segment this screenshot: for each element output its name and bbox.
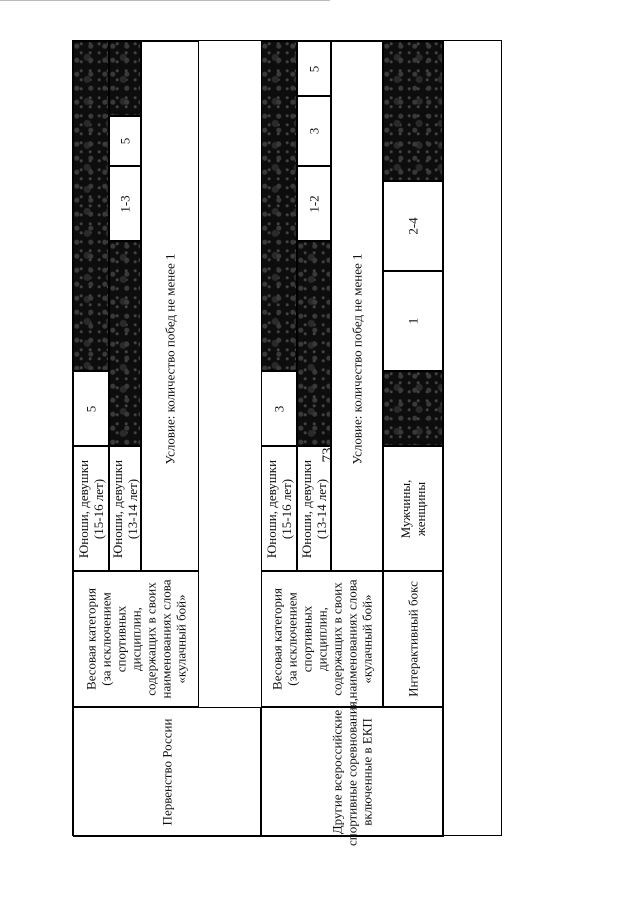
shaded-cell-3b bbox=[383, 41, 443, 181]
shaded-cell-1a bbox=[73, 41, 109, 371]
blank-margin bbox=[443, 41, 501, 837]
competition-title-2: Другие всероссийские спортивные соревнования, включенные в ЕКП bbox=[329, 697, 375, 847]
group-label-2a: Юноши, девушки (15-16 лет) bbox=[264, 459, 294, 558]
discipline-text-1: Весовая категория (за исключением спортивных дисциплин, содержащих в своих наименованиях слова «кулачный бой» bbox=[83, 579, 189, 699]
group-cell-2b bbox=[297, 446, 331, 571]
group-label-3: Мужчины, женщины bbox=[398, 479, 428, 538]
group-cell-1b bbox=[109, 446, 141, 571]
value-2a-1: 3 bbox=[271, 405, 287, 412]
value-cell-2a-1 bbox=[261, 371, 297, 446]
value-cell-3-2 bbox=[383, 181, 443, 271]
group-label-1b: Юноши, девушки (13-14 лет) bbox=[110, 459, 140, 558]
value-1b-1: 1-3 bbox=[117, 194, 133, 213]
discipline-cell-3 bbox=[383, 571, 443, 707]
group-label-2b: Юноши, девушки (13-14 лет) bbox=[299, 459, 329, 558]
competition-cell-1 bbox=[73, 707, 261, 837]
value-1b-2: 5 bbox=[117, 137, 133, 145]
competition-title-1: Первенство России bbox=[159, 718, 175, 826]
rotated-table bbox=[72, 40, 502, 847]
shaded-cell-2a bbox=[261, 41, 297, 371]
page-number: 73 bbox=[320, 447, 336, 463]
value-cell-1b-1 bbox=[109, 166, 141, 241]
value-1a-1: 5 bbox=[83, 405, 99, 412]
value-cell-1b-2 bbox=[109, 116, 141, 166]
condition-text-2: Условие: количество побед не менее 1 bbox=[349, 253, 365, 465]
discipline-cell-1 bbox=[73, 571, 199, 707]
discipline-cell-2 bbox=[261, 571, 383, 707]
group-cell-2a bbox=[261, 446, 297, 571]
value-cell-1a-1 bbox=[73, 371, 109, 446]
condition-cell-2 bbox=[331, 41, 383, 571]
section-gap bbox=[199, 41, 261, 707]
value-2b-3: 5 bbox=[306, 65, 322, 72]
shaded-cell-1b bbox=[109, 241, 141, 446]
shaded-cell-1b-end bbox=[109, 41, 141, 116]
discipline-text-2: Весовая категория (за исключением спортивных дисциплин, содержащих в своих наименованиях слова «кулачный бой» bbox=[269, 579, 375, 699]
value-3-1: 1 bbox=[405, 317, 421, 325]
value-cell-2b-2 bbox=[297, 96, 331, 166]
shaded-cell-2b bbox=[297, 241, 331, 446]
condition-text-1: Условие: количество побед не менее 1 bbox=[162, 253, 178, 465]
value-cell-3-1 bbox=[383, 271, 443, 371]
value-cell-2b-1 bbox=[297, 166, 331, 241]
value-2b-1: 1-2 bbox=[306, 194, 322, 213]
shaded-cell-3a bbox=[383, 371, 443, 446]
competition-cell-2 bbox=[261, 697, 443, 847]
group-cell-3 bbox=[383, 446, 443, 571]
value-3-2: 2-4 bbox=[405, 217, 421, 235]
value-cell-2b-3 bbox=[297, 41, 331, 96]
group-label-1a: Юноши, девушки (15-16 лет) bbox=[76, 459, 106, 558]
condition-cell-1 bbox=[141, 41, 199, 571]
discipline-text-3: Интерактивный бокс bbox=[405, 581, 421, 697]
group-cell-1a bbox=[73, 446, 109, 571]
top-rule bbox=[0, 0, 330, 1]
value-2b-2: 3 bbox=[306, 127, 322, 135]
